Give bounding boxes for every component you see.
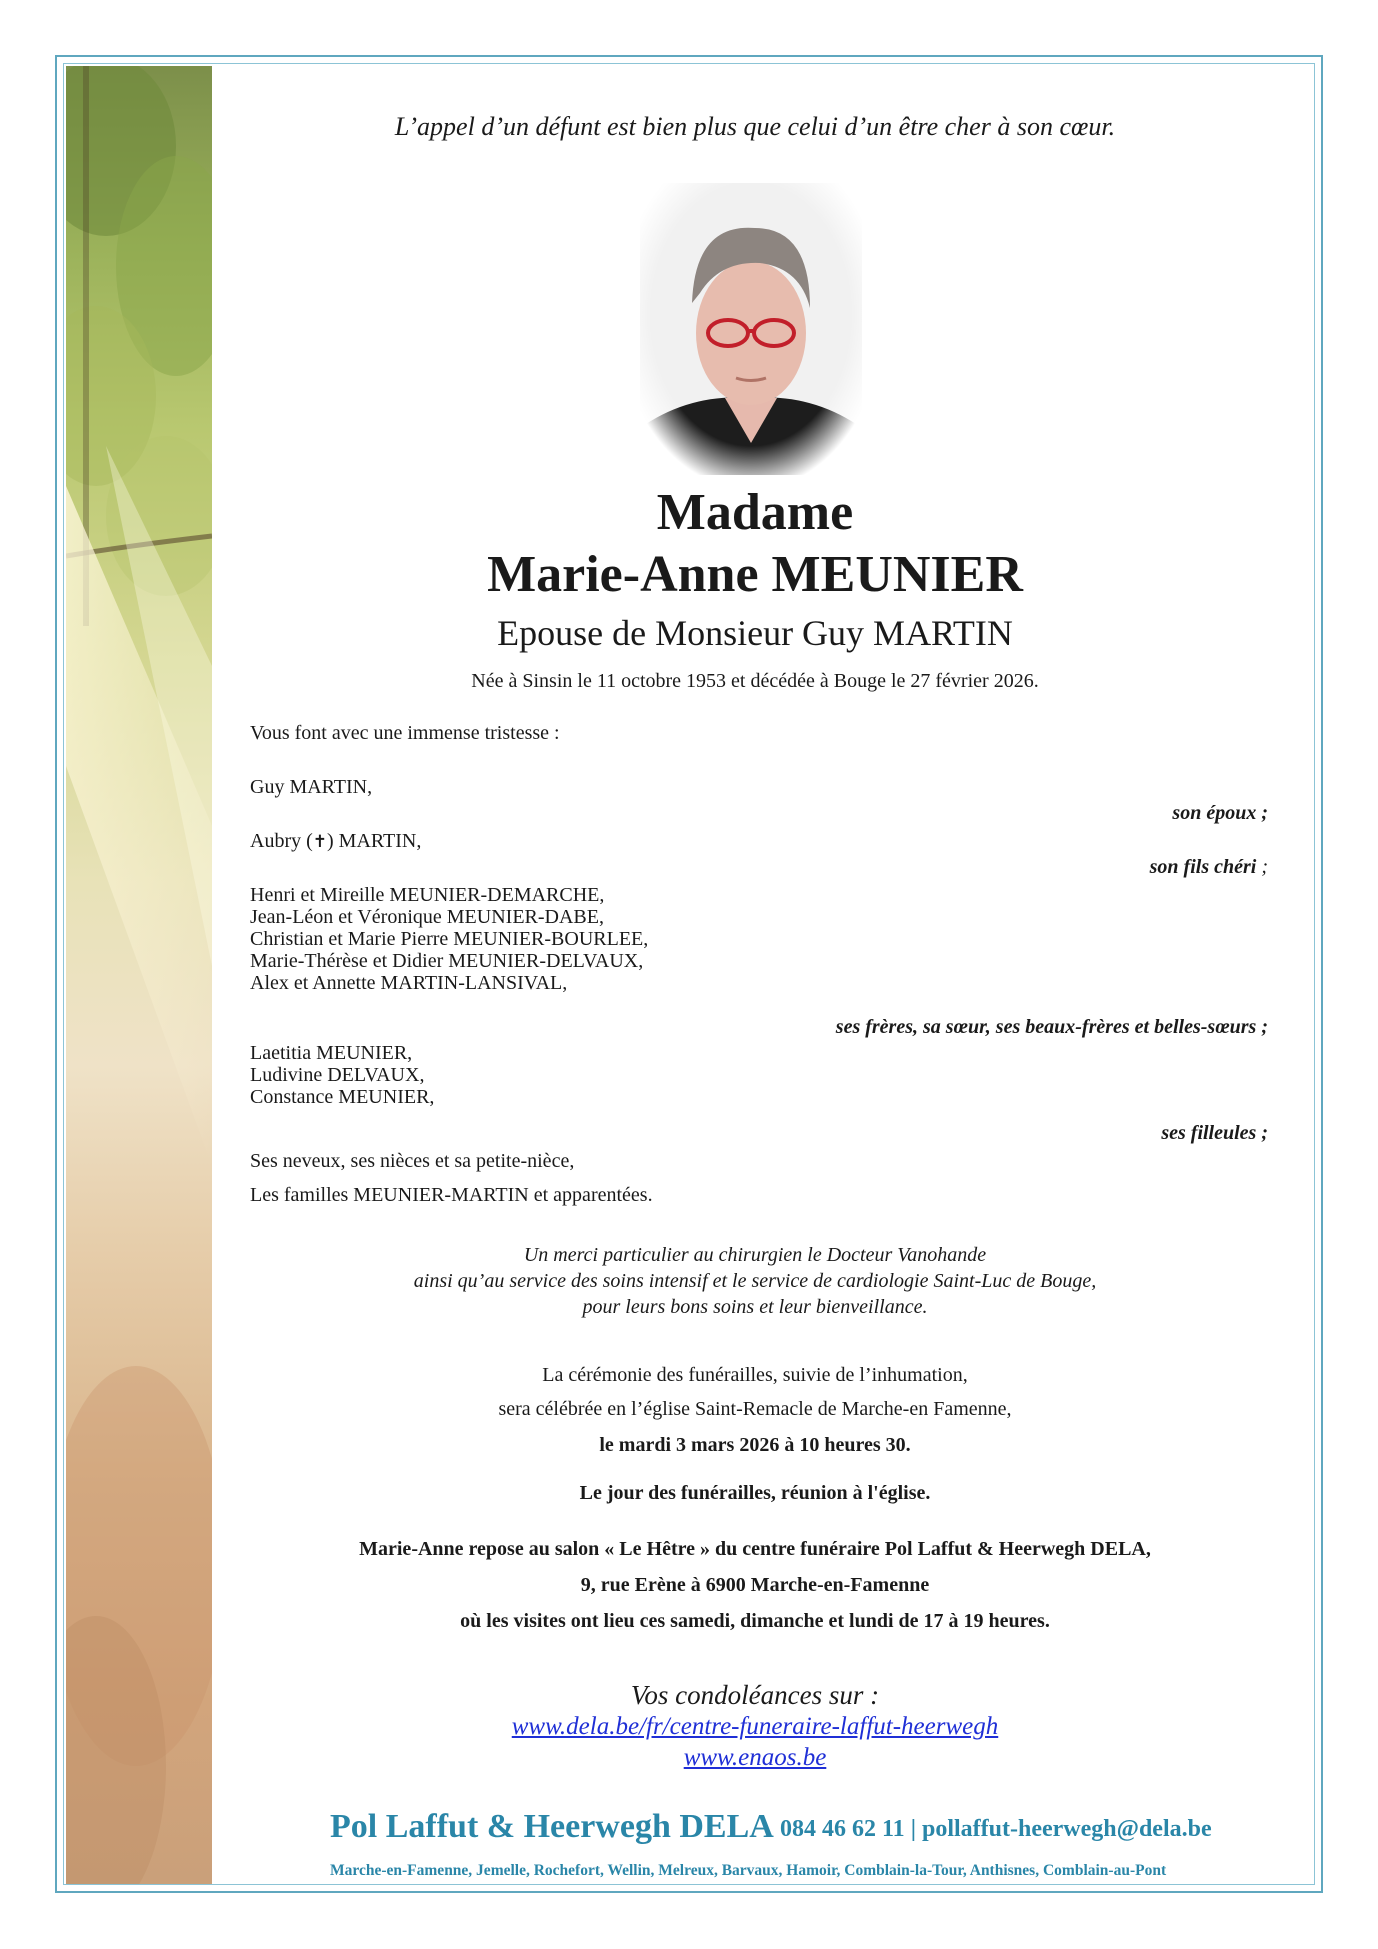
son-name-part1: Aubry ( (250, 830, 313, 852)
sibling-item: Marie-Thérèse et Didier MEUNIER-DELVAUX, (250, 950, 644, 972)
goddaughters-role: ses filleules ; (1161, 1122, 1268, 1144)
nephews-line: Ses neveux, ses nièces et sa petite-nièce, (250, 1150, 575, 1172)
funeral-home-logo: Pol Laffut & Heerwegh DELA (330, 1808, 774, 1845)
sibling-item: Jean-Léon et Véronique MEUNIER-DABE, (250, 906, 604, 928)
spouse-role: son époux ; (1172, 802, 1268, 824)
forest-path-image (66, 66, 212, 1884)
son-role-text: son fils chéri (1149, 856, 1257, 878)
forest-path-illustration (66, 66, 212, 1884)
sibling-item: Alex et Annette MARTIN-LANSIVAL, (250, 972, 568, 994)
intro-line: Vous font avec une immense tristesse : (250, 722, 560, 744)
rest-line-2: 9, rue Erène à 6900 Marche-en-Famenne (580, 1574, 930, 1596)
condolences-title: Vos condoléances sur : (630, 1680, 880, 1710)
son-role-punct: ; (1256, 856, 1268, 878)
ceremony-line-2: sera célébrée en l’église Saint-Remacle de Marche-en Famenne, (498, 1398, 1012, 1420)
thanks-line: Un merci particulier au chirurgien le Docteur Vanohande (523, 1244, 987, 1266)
footer-phone: 084 46 62 11 (780, 1816, 905, 1842)
deceased-name: Marie-Anne MEUNIER (487, 546, 1023, 603)
families-line: Les familles MEUNIER-MARTIN et apparentées. (250, 1184, 653, 1206)
rest-line-1: Marie-Anne repose au salon « Le Hêtre » du centre funéraire Pol Laffut & Heerwegh DELA, (359, 1538, 1151, 1560)
son-role (1150, 856, 1268, 879)
goddaughter-item: Laetitia MEUNIER, (250, 1042, 413, 1064)
spouse-name: Guy MARTIN, (250, 776, 373, 798)
birth-death-line: Née à Sinsin le 11 octobre 1953 et décédée à Bouge le 27 février 2026. (471, 670, 1039, 692)
son-name-part2: ) MARTIN, (327, 830, 422, 852)
cross-icon: ✝ (312, 832, 328, 852)
meeting-line: Le jour des funérailles, réunion à l'église. (579, 1482, 931, 1504)
siblings-role: ses frères, sa sœur, ses beaux-frères et belles-sœurs ; (835, 1016, 1268, 1038)
title-madame: Madame (656, 484, 854, 541)
ceremony-date: le mardi 3 mars 2026 à 10 heures 30. (599, 1434, 911, 1456)
condolences-link-dela[interactable]: www.dela.be/fr/centre-funeraire-laffut-heerwegh (511, 1713, 999, 1740)
thanks-line: pour leurs bons soins et leur bienveillance. (582, 1296, 928, 1318)
thanks-line: ainsi qu’au service des soins intensif et le service de cardiologie Saint-Luc de Bouge, (413, 1270, 1097, 1292)
footer-contact (780, 1816, 1212, 1843)
spouse-line: Epouse de Monsieur Guy MARTIN (497, 613, 1013, 653)
footer-towns: Marche-en-Famenne, Jemelle, Rochefort, Wellin, Melreux, Barvaux, Hamoir, Comblain-la-Tour, Anthisnes, Comblain-au-Pont (330, 1862, 1167, 1879)
footer-separator: | (910, 1816, 916, 1842)
goddaughter-item: Constance MEUNIER, (250, 1086, 435, 1108)
quote: L’appel d’un défunt est bien plus que celui d’un être cher à son cœur. (394, 112, 1116, 141)
sibling-item: Henri et Mireille MEUNIER-DEMARCHE, (250, 884, 605, 906)
ceremony-line-1: La cérémonie des funérailles, suivie de l’inhumation, (542, 1364, 968, 1386)
son-name (250, 830, 421, 853)
portrait-photo (640, 183, 862, 475)
condolences-link-enaos[interactable]: www.enaos.be (683, 1744, 827, 1771)
goddaughter-item: Ludivine DELVAUX, (250, 1064, 425, 1086)
sibling-item: Christian et Marie Pierre MEUNIER-BOURLEE, (250, 928, 649, 950)
rest-line-3: où les visites ont lieu ces samedi, dimanche et lundi de 17 à 19 heures. (460, 1610, 1050, 1632)
footer-email: pollaffut-heerwegh@dela.be (921, 1816, 1212, 1842)
